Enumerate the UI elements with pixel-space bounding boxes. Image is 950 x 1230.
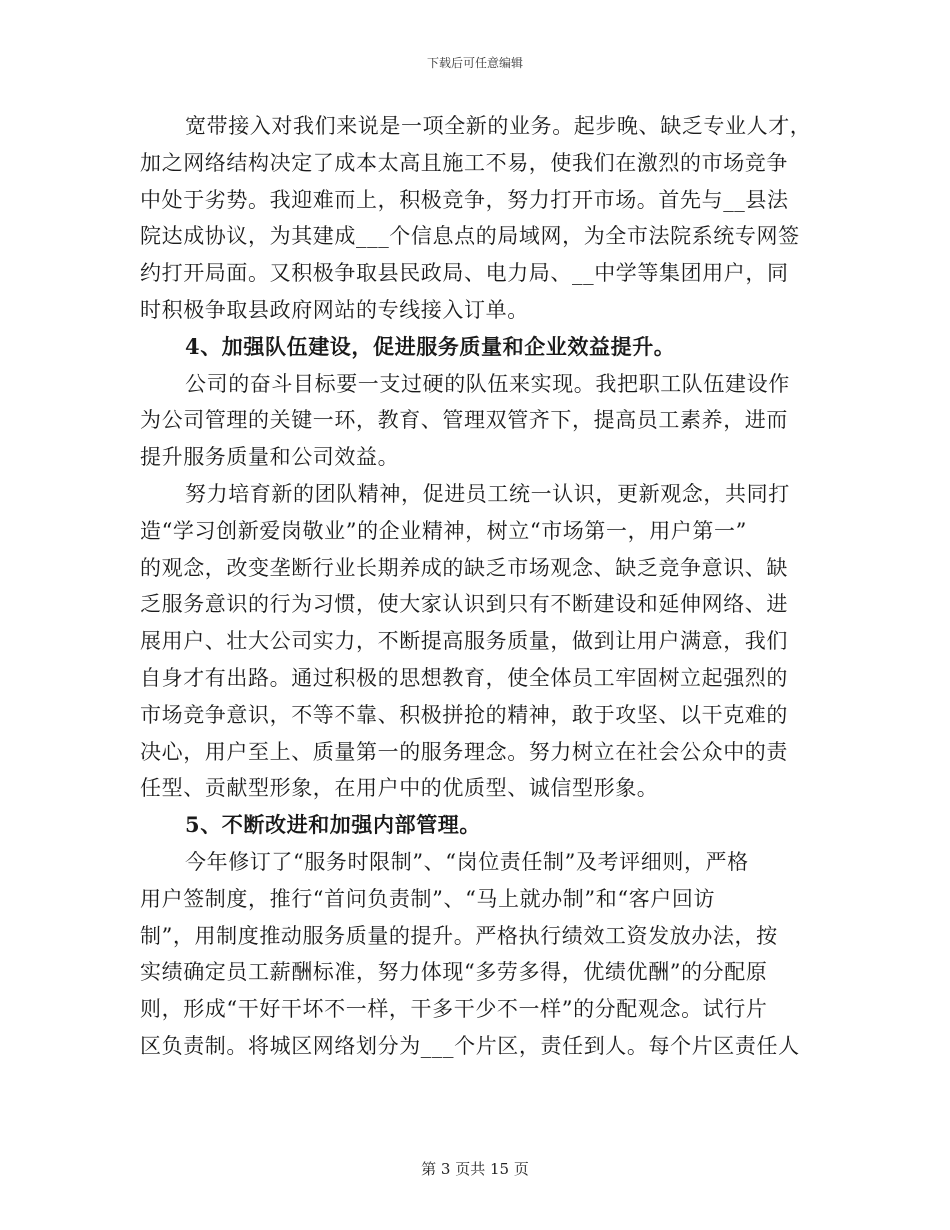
body-line: 院达成协议，为其建成___个信息点的局域网，为全市法院系统专网签 <box>140 224 800 249</box>
document-body <box>140 108 810 1065</box>
section-heading: 5、不断改进和加强内部管理。 <box>185 812 482 838</box>
body-line: 任型、贡献型形象，在用户中的优质型、诚信型形象。 <box>140 776 659 801</box>
page-footer: 第 3 页共 15 页 <box>421 1160 529 1178</box>
body-line: 时积极争取县政府网站的专线接入订单。 <box>140 297 529 322</box>
body-line: 的观念，改变垄断行业长期养成的缺乏市场观念、缺乏竞争意识、缺 <box>140 555 788 580</box>
body-line: 公司的奋斗目标要一支过硬的队伍来实现。我把职工队伍建设作 <box>185 371 790 396</box>
section-heading: 4、加强队伍建设，促进服务质量和企业效益提升。 <box>185 333 676 359</box>
body-line: 制”，用制度推动服务质量的提升。严格执行绩效工资发放办法，按 <box>140 923 778 948</box>
body-line: 决心，用户至上、质量第一的服务理念。努力树立在社会公众中的责 <box>140 739 788 764</box>
body-line: 自身才有出路。通过积极的思想教育，使全体员工牢固树立起强烈的 <box>140 665 788 690</box>
body-line: 展用户、壮大公司实力，不断提高服务质量，做到让用户满意，我们 <box>140 629 788 654</box>
body-line: 提升服务质量和公司效益。 <box>140 445 400 470</box>
body-line: 用户签制度，推行“首问负责制”、“马上就办制”和“客户回访 <box>140 886 716 911</box>
body-line: 为公司管理的关键一环，教育、管理双管齐下，提高员工素养，进而 <box>140 408 788 433</box>
body-line: 造“学习创新爱岗敬业”的企业精神，树立“市场第一，用户第一” <box>140 518 747 543</box>
body-line: 中处于劣势。我迎难而上，积极竞争，努力打开市场。首先与__县法 <box>140 187 789 212</box>
body-line: 加之网络结构决定了成本太高且施工不易，使我们在激烈的市场竞争 <box>140 150 788 175</box>
body-line: 则，形成“干好干坏不一样，干多干少不一样”的分配观念。试行片 <box>140 997 768 1022</box>
body-line: 宽带接入对我们来说是一项全新的业务。起步晚、缺乏专业人才， <box>185 114 812 138</box>
page-header: 下载后可任意编辑 <box>426 56 523 70</box>
body-line: 努力培育新的团队精神，促进员工统一认识，更新观念，共同打 <box>185 481 790 506</box>
body-line: 今年修订了“服务时限制”、“岗位责任制”及考评细则，严格 <box>185 849 749 874</box>
body-line: 区负责制。将城区网络划分为___个片区，责任到人。每个片区责任人 <box>140 1033 800 1058</box>
body-line: 约打开局面。又积极争取县民政局、电力局、__中学等集团用户，同 <box>140 261 789 286</box>
body-line: 实绩确定员工薪酬标准，努力体现“多劳多得，优绩优酬”的分配原 <box>140 960 768 985</box>
body-line: 乏服务意识的行为习惯，使大家认识到只有不断建设和延伸网络、进 <box>140 592 788 617</box>
body-line: 市场竞争意识，不等不靠、积极拼抢的精神，敢于攻坚、以干克难的 <box>140 702 788 727</box>
